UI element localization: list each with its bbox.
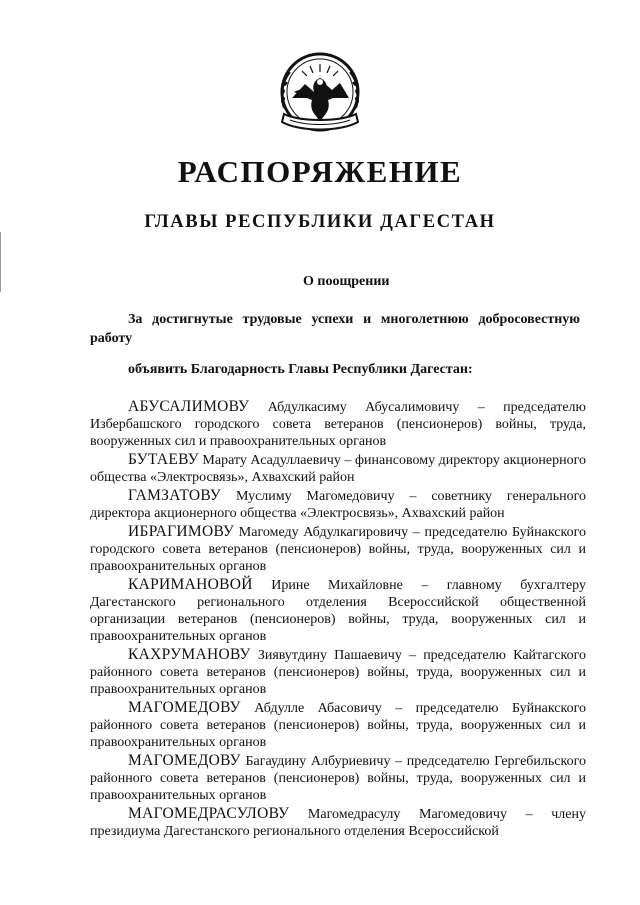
recipient-details: Багаудину Албуриевичу – председателю Гергебильского районного совета ветеранов (пенсионеров) войны, труда, вооруженных сил и правоохранительных органов bbox=[90, 754, 586, 803]
coat-of-arms-emblem bbox=[270, 48, 370, 140]
recipient-entry bbox=[90, 487, 586, 522]
document-subject: О поощрении bbox=[303, 274, 390, 289]
document-announcement: объявить Благодарность Главы Республики Дагестан: bbox=[128, 362, 473, 377]
recipient-entry bbox=[90, 805, 586, 840]
recipient-entry bbox=[90, 451, 586, 486]
recipient-surname: МАГОМЕДОВУ bbox=[128, 699, 241, 716]
recipient-surname: ИБРАГИМОВУ bbox=[128, 523, 235, 540]
recipient-entry bbox=[90, 752, 586, 804]
recipient-details: Абдулле Абасовичу – председателю Буйнакского районного совета ветеранов (пенсионеров) войны, труда, вооруженных сил и правоохранительных органов bbox=[90, 701, 586, 750]
recipient-entry bbox=[90, 398, 586, 450]
document-title: РАСПОРЯЖЕНИЕ bbox=[177, 154, 463, 189]
recipient-details: Магомеду Абдулкагировичу – председателю Буйнакского городского совета ветеранов (пенсионеров) войны, труда, вооруженных сил и правоохранительных органов bbox=[90, 525, 586, 574]
recipient-entry bbox=[90, 576, 586, 645]
recipient-surname: МАГОМЕДРАСУЛОВУ bbox=[128, 805, 290, 822]
recipient-entry bbox=[90, 523, 586, 575]
document-preamble: За достигнутые трудовые успехи и многолетнюю добросовестную работу bbox=[90, 312, 580, 346]
recipient-surname: КАРИМАНОВОЙ bbox=[128, 576, 253, 593]
recipient-surname: ГАМЗАТОВУ bbox=[128, 487, 222, 504]
recipient-surname: МАГОМЕДОВУ bbox=[128, 752, 241, 769]
document-subtitle: ГЛАВЫ РЕСПУБЛИКИ ДАГЕСТАН bbox=[144, 212, 496, 232]
recipient-surname: БУТАЕВУ bbox=[128, 451, 199, 468]
scan-edge-mark bbox=[0, 232, 1, 292]
recipient-details: Зиявутдину Пашаевичу – председателю Кайтагского районного совета ветеранов (пенсионеров) войны, труда, вооруженных сил и правоохранительных органов bbox=[90, 648, 586, 697]
recipient-surname: АБУСАЛИМОВУ bbox=[128, 398, 250, 415]
recipient-entry bbox=[90, 699, 586, 751]
recipient-details: Марату Асадуллаевичу – финансовому директору акционерного общества «Электросвязь», Ахвахский район bbox=[90, 453, 586, 485]
recipient-list bbox=[90, 398, 586, 841]
recipient-details: Ирине Михайловне – главному бухгалтеру Дагестанского регионального отделения Всероссийской общественной организации ветеранов (пенсионеров) войны, труда, вооруженных сил и правоохранительных органов bbox=[90, 578, 586, 644]
recipient-entry bbox=[90, 646, 586, 698]
recipient-surname: КАХРУМАНОВУ bbox=[128, 646, 251, 663]
recipient-details: Муслиму Магомедовичу – советнику генерального директора акционерного общества «Электросвязь», Ахвахский район bbox=[90, 489, 586, 521]
recipient-details: Абдулкасиму Абусалимовичу – председателю Избербашского городского совета ветеранов (пенсионеров) войны, труда, вооруженных сил и правоохранительных органов bbox=[90, 400, 586, 449]
recipient-details: Магомедрасулу Магомедовичу – члену президиума Дагестанского регионального отделения Всероссийской bbox=[90, 807, 586, 839]
